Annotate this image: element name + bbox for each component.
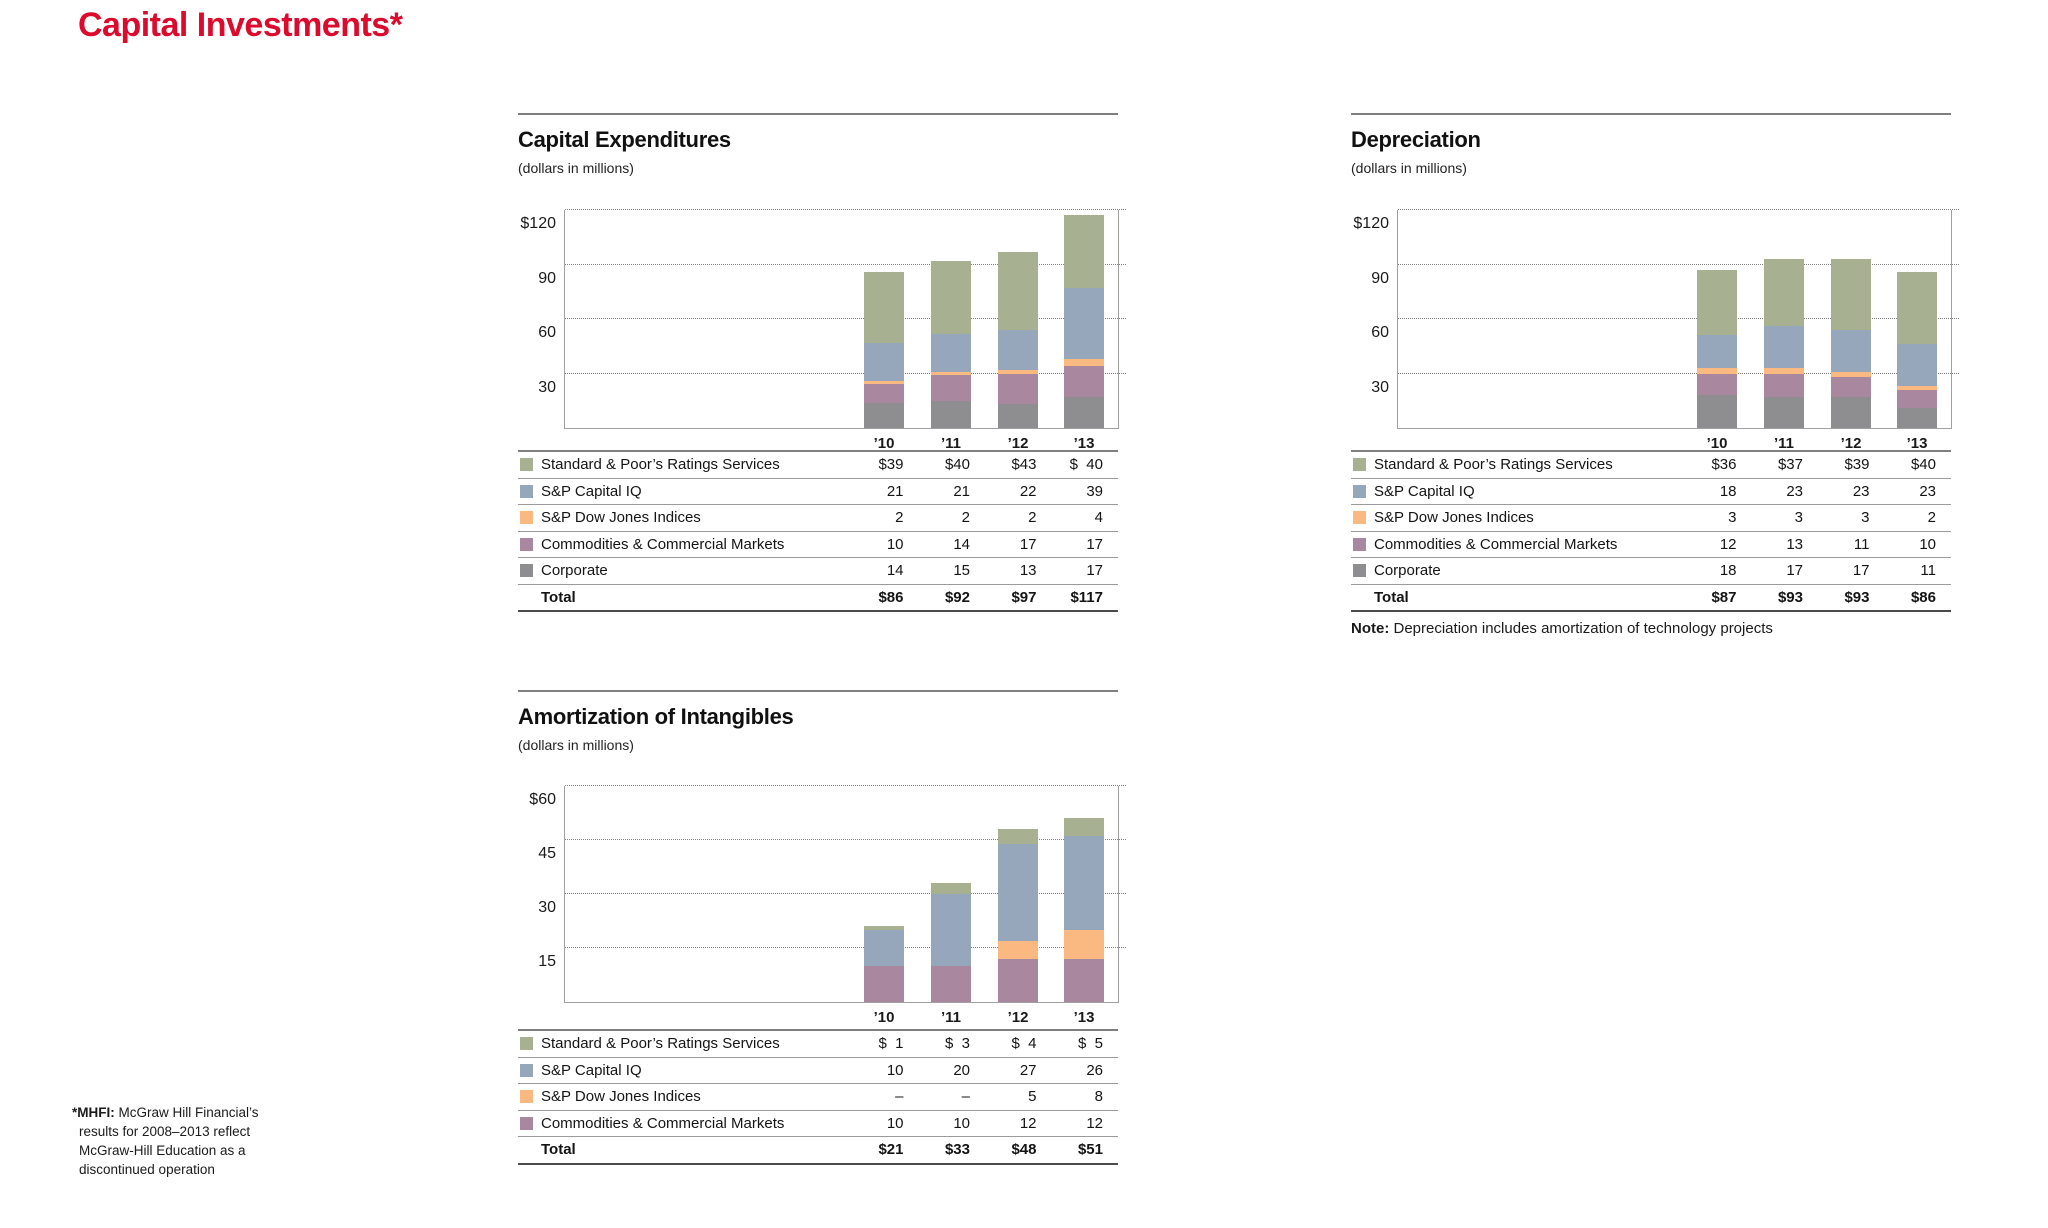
series-label: Commodities & Commercial Markets	[541, 535, 785, 553]
legend-color-swatch	[520, 1117, 533, 1130]
total-value-cell: $93	[1777, 588, 1803, 606]
value-cell: 15	[953, 562, 970, 580]
table-total-row	[518, 1137, 1118, 1165]
bar-segment	[1831, 330, 1871, 372]
bar-segment	[1897, 344, 1937, 386]
bar-stack	[1831, 259, 1871, 428]
total-value-cell: $21	[878, 1141, 904, 1159]
x-axis-label: ’10	[1706, 435, 1728, 452]
bar-segment	[998, 844, 1038, 941]
bar-stack	[1697, 270, 1737, 428]
bar-segment	[1697, 374, 1737, 396]
chart-title: Depreciation	[1351, 127, 1481, 152]
bar-stack	[998, 829, 1038, 1002]
table-row	[518, 558, 1118, 585]
chart-note-text: Depreciation includes amortization of technology projects	[1389, 620, 1773, 637]
value-cell: 2	[961, 509, 970, 527]
value-cell: 2	[1028, 509, 1037, 527]
series-label: Corporate	[541, 562, 608, 580]
bar-segment	[1897, 390, 1937, 408]
x-axis-label: ’13	[1906, 435, 1928, 452]
y-axis-label: 90	[1371, 269, 1389, 287]
value-cell: 12	[1086, 1114, 1103, 1132]
total-label: Total	[541, 1141, 576, 1159]
y-axis-label: 30	[538, 899, 556, 916]
y-axis-label: $60	[529, 791, 556, 808]
value-cell: –	[895, 1088, 904, 1106]
value-cell: 23	[1919, 482, 1936, 500]
bar-segment	[1764, 259, 1804, 326]
value-cell: 18	[1719, 562, 1737, 580]
bar-segment	[1831, 397, 1871, 428]
total-value-cell: $93	[1844, 588, 1870, 606]
bar-segment	[931, 375, 971, 400]
table-row	[518, 479, 1118, 506]
legend-color-swatch	[1353, 511, 1366, 524]
legend-table	[518, 450, 1118, 612]
bar-segment	[1764, 374, 1804, 398]
footnote	[72, 1103, 279, 1179]
total-value-cell: $48	[1011, 1141, 1037, 1159]
y-axis-label: $120	[1353, 215, 1389, 232]
chart-note	[1351, 620, 1773, 637]
series-label: S&P Dow Jones Indices	[541, 1088, 701, 1106]
page-title: Capital Investments*	[78, 6, 403, 44]
bar-segment	[998, 829, 1038, 843]
table-row	[518, 1084, 1118, 1111]
value-cell: $ 40	[1069, 456, 1103, 474]
table-row	[518, 1058, 1118, 1085]
value-cell: 3	[1794, 509, 1803, 527]
table-row	[1351, 452, 1951, 479]
chart-plot	[564, 786, 1119, 1003]
series-label: S&P Capital IQ	[541, 1061, 642, 1079]
total-value-cell: $86	[1910, 588, 1936, 606]
total-value-cell: $92	[944, 588, 970, 606]
bar-segment	[1697, 395, 1737, 428]
legend-table	[518, 1029, 1118, 1165]
bar-stack	[864, 926, 904, 1002]
table-row	[518, 1111, 1118, 1138]
x-axis-label: ’12	[1840, 435, 1862, 452]
legend-color-swatch	[1353, 564, 1366, 577]
bar-segment	[1064, 930, 1104, 959]
value-cell: 17	[1852, 562, 1870, 580]
bar-stack	[864, 272, 904, 428]
gridline	[1398, 318, 1959, 319]
bar-segment	[931, 261, 971, 334]
value-cell: 21	[886, 482, 904, 500]
gridline	[565, 318, 1126, 319]
bar-stack	[931, 261, 971, 428]
total-value-cell: $97	[1011, 588, 1037, 606]
table-row	[1351, 532, 1951, 559]
bar-segment	[998, 941, 1038, 959]
value-cell: 14	[953, 535, 970, 553]
total-value-cell: $87	[1711, 588, 1737, 606]
series-label: S&P Capital IQ	[1374, 482, 1475, 500]
bar-segment	[998, 959, 1038, 1002]
value-cell: 10	[886, 1114, 904, 1132]
y-axis-label: 30	[538, 378, 556, 396]
chart-title: Amortization of Intangibles	[518, 704, 794, 729]
value-cell: 12	[1019, 1114, 1037, 1132]
bar-stack	[1897, 272, 1937, 428]
bar-stack	[1064, 215, 1104, 428]
gridline	[565, 785, 1126, 786]
bar-segment	[864, 343, 904, 381]
series-label: Corporate	[1374, 562, 1441, 580]
chart-title: Capital Expenditures	[518, 127, 731, 152]
bar-segment	[864, 272, 904, 343]
table-row	[1351, 479, 1951, 506]
bar-segment	[864, 384, 904, 402]
value-cell: 10	[886, 535, 904, 553]
bar-segment	[1897, 272, 1937, 345]
bar-segment	[1064, 288, 1104, 359]
x-axis-label: ’11	[940, 1009, 962, 1026]
value-cell: 11	[1853, 535, 1870, 553]
value-cell: 17	[1086, 535, 1103, 553]
bar-segment	[1831, 259, 1871, 330]
bar-segment	[1764, 326, 1804, 368]
footnote-marker: *MHFI:	[72, 1105, 115, 1120]
value-cell: $43	[1011, 456, 1037, 474]
bar-segment	[1064, 366, 1104, 397]
chart-subtitle: (dollars in millions)	[518, 737, 634, 753]
value-cell: 3	[1728, 509, 1737, 527]
gridline	[1398, 209, 1959, 210]
series-label: Commodities & Commercial Markets	[1374, 535, 1618, 553]
table-row	[518, 1031, 1118, 1058]
legend-color-swatch	[520, 1037, 533, 1050]
value-cell: –	[961, 1088, 970, 1106]
x-axis-label: ’13	[1073, 1009, 1095, 1026]
legend-color-swatch	[520, 458, 533, 471]
value-cell: 17	[1019, 535, 1037, 553]
value-cell: 21	[953, 482, 970, 500]
total-label: Total	[1374, 588, 1409, 606]
value-cell: 23	[1852, 482, 1870, 500]
gridline	[565, 893, 1126, 894]
value-cell: $39	[878, 456, 904, 474]
value-cell: $39	[1844, 456, 1870, 474]
bar-segment	[931, 334, 971, 372]
bar-segment	[864, 966, 904, 1002]
bar-segment	[931, 401, 971, 428]
bar-segment	[998, 252, 1038, 330]
x-axis-label: ’10	[873, 435, 895, 452]
table-row	[518, 532, 1118, 559]
bar-segment	[1064, 397, 1104, 428]
bar-segment	[1064, 836, 1104, 930]
bar-segment	[864, 930, 904, 966]
y-axis-label: 45	[538, 845, 556, 862]
legend-color-swatch	[520, 511, 533, 524]
total-label: Total	[541, 588, 576, 606]
value-cell: $36	[1711, 456, 1737, 474]
total-value-cell: $117	[1070, 588, 1103, 606]
bar-segment	[998, 404, 1038, 428]
bar-segment	[931, 894, 971, 966]
bar-segment	[998, 330, 1038, 370]
footnote-text: McGraw Hill Financial’s results for 2008–2013 reflect McGraw-Hill Education as a discontinued operation	[79, 1105, 259, 1177]
total-value-cell: $51	[1077, 1141, 1103, 1159]
x-axis-label: ’12	[1007, 435, 1029, 452]
bar-segment	[1697, 270, 1737, 335]
value-cell: 4	[1094, 509, 1103, 527]
table-total-row	[518, 585, 1118, 613]
bar-segment	[864, 403, 904, 428]
table-total-row	[1351, 585, 1951, 613]
gridline	[565, 839, 1126, 840]
chart-note-label: Note:	[1351, 620, 1390, 637]
bar-segment	[931, 966, 971, 1002]
y-axis-label: 60	[538, 324, 556, 341]
legend-color-swatch	[1353, 485, 1366, 498]
legend-color-swatch	[520, 1090, 533, 1103]
series-label: Standard & Poor’s Ratings Services	[541, 1035, 780, 1053]
chart-plot	[1397, 210, 1952, 429]
gridline	[565, 264, 1126, 265]
series-label: Standard & Poor’s Ratings Services	[1374, 456, 1613, 474]
table-row	[518, 452, 1118, 479]
table-row	[1351, 505, 1951, 532]
value-cell: 10	[1919, 535, 1936, 553]
bar-segment	[1897, 408, 1937, 428]
value-cell: 2	[895, 509, 904, 527]
gridline	[565, 373, 1126, 374]
legend-color-swatch	[520, 538, 533, 551]
y-axis-label: $120	[520, 215, 556, 232]
legend-color-swatch	[1353, 458, 1366, 471]
value-cell: 17	[1086, 562, 1103, 580]
value-cell: 10	[886, 1061, 904, 1079]
x-axis-label: ’11	[1773, 435, 1795, 452]
series-label: Commodities & Commercial Markets	[541, 1114, 785, 1132]
value-cell: 8	[1094, 1088, 1103, 1106]
legend-color-swatch	[520, 485, 533, 498]
table-row	[518, 505, 1118, 532]
bar-segment	[1064, 215, 1104, 288]
value-cell: 13	[1019, 562, 1037, 580]
value-cell: 26	[1086, 1061, 1103, 1079]
bar-segment	[1064, 359, 1104, 366]
bar-segment	[1764, 397, 1804, 428]
value-cell: $37	[1777, 456, 1803, 474]
bar-stack	[1764, 259, 1804, 428]
value-cell: 18	[1719, 482, 1737, 500]
value-cell: 12	[1719, 535, 1737, 553]
x-axis-label: ’11	[940, 435, 962, 452]
y-axis-label: 90	[538, 269, 556, 287]
chart-section-amortization-of-intangibles	[518, 690, 1118, 1192]
legend-table	[1351, 450, 1951, 612]
bar-segment	[1064, 959, 1104, 1002]
x-axis-label: ’13	[1073, 435, 1095, 452]
chart-plot	[564, 210, 1119, 429]
value-cell: 10	[953, 1114, 970, 1132]
chart-section-capital-expenditures	[518, 113, 1118, 675]
value-cell: 3	[1861, 509, 1870, 527]
legend-color-swatch	[520, 564, 533, 577]
y-axis-label: 60	[1371, 324, 1389, 341]
bar-stack	[998, 252, 1038, 428]
value-cell: 27	[1019, 1061, 1037, 1079]
bar-segment	[931, 883, 971, 894]
value-cell: $ 4	[1011, 1035, 1037, 1053]
total-value-cell: $86	[878, 588, 904, 606]
value-cell: 20	[953, 1061, 970, 1079]
table-row	[1351, 558, 1951, 585]
bar-segment	[1064, 818, 1104, 836]
value-cell: $40	[1910, 456, 1936, 474]
value-cell: 39	[1086, 482, 1103, 500]
y-axis-label: 30	[1371, 378, 1389, 396]
value-cell: 14	[886, 562, 904, 580]
value-cell: $ 3	[944, 1035, 970, 1053]
y-axis-label: 15	[538, 953, 556, 970]
total-value-cell: $33	[944, 1141, 970, 1159]
x-axis-label: ’12	[1007, 1009, 1029, 1026]
series-label: S&P Dow Jones Indices	[1374, 509, 1534, 527]
chart-subtitle: (dollars in millions)	[518, 160, 634, 176]
value-cell: $ 5	[1077, 1035, 1103, 1053]
gridline	[565, 947, 1126, 948]
gridline	[1398, 373, 1959, 374]
series-label: S&P Capital IQ	[541, 482, 642, 500]
value-cell: 2	[1927, 509, 1936, 527]
value-cell: 13	[1786, 535, 1803, 553]
bar-stack	[931, 883, 971, 1002]
value-cell: 22	[1019, 482, 1037, 500]
value-cell: 17	[1786, 562, 1803, 580]
bar-segment	[1697, 335, 1737, 368]
legend-color-swatch	[1353, 538, 1366, 551]
value-cell: $ 1	[878, 1035, 904, 1053]
series-label: Standard & Poor’s Ratings Services	[541, 456, 780, 474]
x-axis-label: ’10	[873, 1009, 895, 1026]
chart-subtitle: (dollars in millions)	[1351, 160, 1467, 176]
value-cell: 23	[1786, 482, 1803, 500]
bar-segment	[1831, 377, 1871, 397]
value-cell: $40	[944, 456, 970, 474]
bar-segment	[998, 374, 1038, 405]
chart-section-depreciation	[1351, 113, 1951, 675]
gridline	[565, 209, 1126, 210]
legend-color-swatch	[520, 1064, 533, 1077]
value-cell: 5	[1028, 1088, 1037, 1106]
gridline	[1398, 264, 1959, 265]
value-cell: 11	[1920, 562, 1936, 580]
series-label: S&P Dow Jones Indices	[541, 509, 701, 527]
bar-stack	[1064, 818, 1104, 1002]
